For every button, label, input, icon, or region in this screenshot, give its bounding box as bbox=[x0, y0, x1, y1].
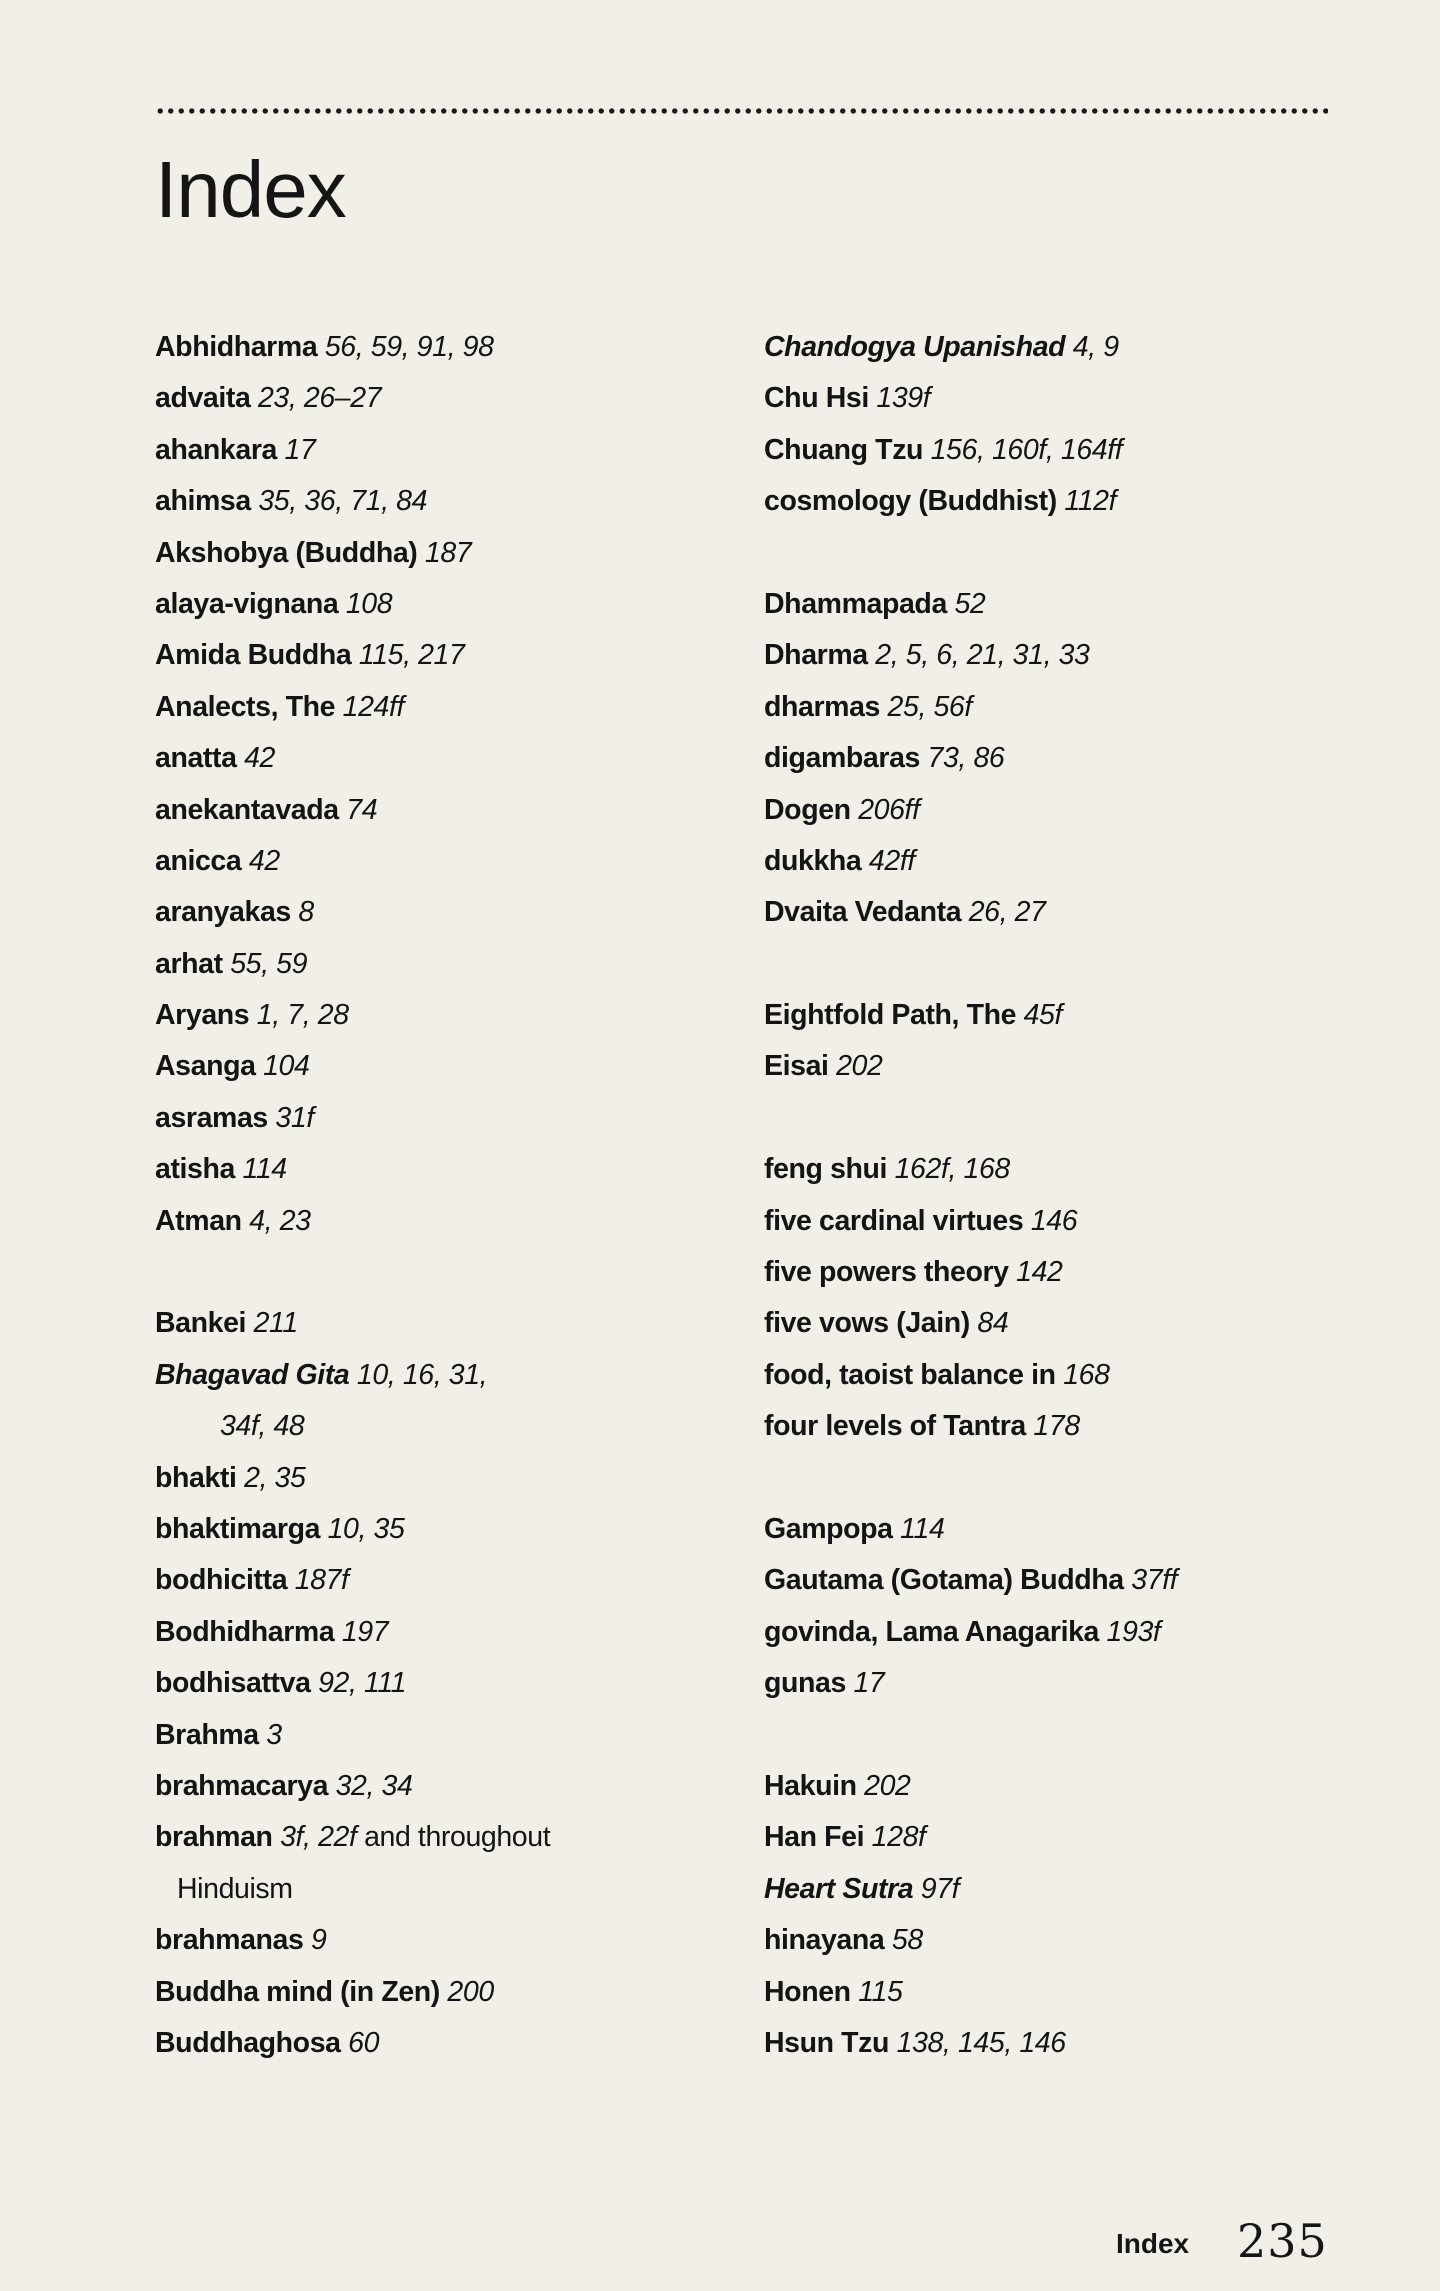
index-entry bbox=[764, 1555, 1354, 1606]
entry-refs: 104 bbox=[263, 1050, 310, 1083]
entry-term: anatta bbox=[155, 742, 237, 775]
entry-refs: 84 bbox=[977, 1307, 1009, 1340]
entry-term: Abhidharma bbox=[155, 331, 318, 363]
index-entry bbox=[764, 1144, 1354, 1195]
entry-note-continued: Hinduism bbox=[177, 1872, 293, 1905]
entry-term: aranyakas bbox=[155, 896, 291, 929]
index-entry bbox=[764, 1812, 1354, 1863]
index-entry bbox=[155, 476, 745, 527]
entry-term: ahankara bbox=[155, 433, 277, 466]
entry-term: Honen bbox=[764, 1975, 851, 2008]
entry-refs: 162f, 168 bbox=[894, 1153, 1010, 1186]
index-entry bbox=[764, 373, 1354, 424]
index-entry bbox=[155, 322, 745, 373]
entry-term: Analects, The bbox=[155, 690, 336, 723]
entry-refs: 74 bbox=[346, 793, 378, 826]
index-entry bbox=[764, 1196, 1354, 1247]
entry-refs: 9 bbox=[311, 1924, 327, 1957]
entry-term: Atman bbox=[155, 1204, 242, 1237]
index-entry bbox=[155, 1915, 745, 1966]
entry-term: Bodhidharma bbox=[155, 1615, 335, 1648]
entry-refs: 178 bbox=[1033, 1410, 1080, 1443]
page-number: 235 bbox=[1237, 2214, 1328, 2268]
section-gap bbox=[764, 528, 1354, 579]
entry-refs: 10, 35 bbox=[327, 1513, 405, 1545]
entry-term: govinda, Lama Anagarika bbox=[764, 1615, 1100, 1648]
entry-term: bhakti bbox=[155, 1461, 237, 1494]
entry-refs: 108 bbox=[345, 587, 393, 620]
index-entry bbox=[155, 1504, 745, 1555]
entry-term: digambaras bbox=[764, 742, 920, 775]
index-entry bbox=[155, 990, 745, 1041]
index-entry bbox=[155, 373, 745, 424]
entry-term: advaita bbox=[155, 382, 251, 415]
index-entry bbox=[764, 476, 1354, 527]
entry-refs: 8 bbox=[298, 896, 314, 929]
index-entry bbox=[764, 1967, 1354, 2018]
entry-term: Amida Buddha bbox=[155, 639, 352, 672]
entry-refs: 197 bbox=[341, 1615, 389, 1648]
index-entry bbox=[764, 1607, 1354, 1658]
entry-term: Buddha mind (in Zen) bbox=[155, 1975, 440, 2008]
entry-refs: 42ff bbox=[868, 844, 915, 877]
entry-term: Eightfold Path, The bbox=[764, 999, 1017, 1032]
section-gap bbox=[764, 1710, 1354, 1761]
index-entry bbox=[155, 2018, 745, 2069]
index-entry bbox=[764, 682, 1354, 733]
index-column-right bbox=[764, 322, 1354, 2069]
index-entry bbox=[155, 579, 745, 630]
index-entry bbox=[764, 322, 1354, 373]
entry-refs: 56, 59, 91, 98 bbox=[324, 331, 494, 363]
index-entry bbox=[764, 2018, 1354, 2069]
entry-refs: 114 bbox=[900, 1512, 945, 1545]
entry-term: Chu Hsi bbox=[764, 382, 869, 415]
index-entry bbox=[155, 887, 745, 938]
entry-refs: 193f bbox=[1106, 1615, 1161, 1648]
entry-refs: 206ff bbox=[858, 793, 920, 826]
index-entry bbox=[155, 425, 745, 476]
entry-refs: 200 bbox=[447, 1975, 494, 2008]
index-entry bbox=[764, 733, 1354, 784]
entry-refs: 202 bbox=[864, 1769, 911, 1802]
index-entry bbox=[155, 1761, 745, 1812]
index-entry bbox=[155, 1967, 745, 2018]
entry-term: Aryans bbox=[155, 999, 250, 1032]
entry-refs: 3f, 22f bbox=[280, 1821, 357, 1854]
index-entry bbox=[764, 1658, 1354, 1709]
index-entry bbox=[155, 1350, 745, 1453]
entry-refs: 168 bbox=[1063, 1358, 1110, 1391]
entry-refs: 156, 160f, 164ff bbox=[930, 433, 1123, 466]
entry-refs: 26, 27 bbox=[968, 896, 1046, 929]
entry-term: Bhagavad Gita bbox=[155, 1358, 350, 1391]
index-entry bbox=[155, 1812, 745, 1915]
index-entry bbox=[155, 939, 745, 990]
index-entry bbox=[155, 1144, 745, 1195]
entry-refs: 1, 7, 28 bbox=[256, 999, 349, 1032]
index-entry bbox=[155, 1298, 745, 1349]
entry-refs: 2, 5, 6, 21, 31, 33 bbox=[875, 639, 1090, 672]
entry-refs: 124ff bbox=[342, 690, 405, 723]
entry-refs: 58 bbox=[891, 1924, 923, 1957]
index-entry bbox=[155, 1555, 745, 1606]
entry-term: Bankei bbox=[155, 1307, 247, 1340]
index-entry bbox=[764, 1298, 1354, 1349]
entry-term: Chandogya Upanishad bbox=[764, 331, 1066, 363]
entry-refs: 146 bbox=[1030, 1204, 1078, 1237]
entry-refs: 139f bbox=[876, 382, 931, 415]
entry-refs: 112f bbox=[1064, 485, 1117, 518]
index-entry bbox=[155, 785, 745, 836]
entry-term: Dhammapada bbox=[764, 587, 947, 620]
entry-refs: 115, 217 bbox=[358, 639, 465, 672]
index-entry bbox=[764, 990, 1354, 1041]
entry-refs: 4, 9 bbox=[1072, 331, 1119, 363]
entry-refs: 73, 86 bbox=[927, 742, 1005, 775]
entry-term: ahimsa bbox=[155, 485, 251, 518]
entry-term: anicca bbox=[155, 844, 242, 877]
entry-refs: 138, 145, 146 bbox=[896, 2026, 1066, 2059]
entry-refs: 23, 26–27 bbox=[257, 382, 382, 415]
entry-refs: 25, 56f bbox=[887, 690, 972, 723]
index-entry bbox=[155, 630, 745, 681]
entry-refs: 31f bbox=[275, 1101, 314, 1134]
entry-refs: 92, 111 bbox=[318, 1667, 407, 1700]
entry-refs: 32, 34 bbox=[335, 1769, 413, 1802]
entry-term: Han Fei bbox=[764, 1821, 865, 1854]
entry-term: five cardinal virtues bbox=[764, 1204, 1024, 1237]
entry-refs: 35, 36, 71, 84 bbox=[258, 485, 428, 518]
entry-term: Brahma bbox=[155, 1718, 259, 1751]
entry-refs: 4, 23 bbox=[249, 1204, 311, 1237]
index-entry bbox=[155, 1607, 745, 1658]
entry-term: Heart Sutra bbox=[764, 1872, 914, 1905]
entry-refs: 3 bbox=[266, 1718, 282, 1751]
index-entry bbox=[764, 1401, 1354, 1452]
index-entry bbox=[764, 785, 1354, 836]
entry-refs-continued: 34f, 48 bbox=[220, 1410, 305, 1443]
entry-term: bodhisattva bbox=[155, 1667, 311, 1700]
index-entry bbox=[764, 579, 1354, 630]
index-entry bbox=[155, 1658, 745, 1709]
index-entry bbox=[155, 528, 745, 579]
entry-refs: 115 bbox=[858, 1975, 903, 2008]
entry-refs: 202 bbox=[836, 1050, 883, 1083]
index-entry bbox=[155, 1196, 745, 1247]
entry-term: Eisai bbox=[764, 1050, 829, 1083]
entry-refs: 42 bbox=[244, 742, 275, 775]
entry-refs: 37ff bbox=[1131, 1564, 1178, 1597]
entry-term: Buddhaghosa bbox=[155, 2026, 341, 2059]
index-entry bbox=[155, 1710, 745, 1761]
entry-refs: 17 bbox=[853, 1667, 885, 1700]
section-gap bbox=[764, 1453, 1354, 1504]
index-entry bbox=[764, 1504, 1354, 1555]
entry-refs: 45f bbox=[1023, 999, 1062, 1032]
entry-term: Asanga bbox=[155, 1050, 256, 1083]
entry-term: Dogen bbox=[764, 793, 851, 826]
entry-term: bhaktimarga bbox=[155, 1513, 321, 1545]
entry-term: hinayana bbox=[764, 1924, 885, 1957]
entry-refs: 187f bbox=[294, 1564, 349, 1597]
entry-term: Gautama (Gotama) Buddha bbox=[764, 1564, 1124, 1597]
entry-term: Dharma bbox=[764, 639, 868, 672]
entry-term: five powers theory bbox=[764, 1256, 1009, 1289]
entry-refs: 114 bbox=[242, 1153, 287, 1186]
index-entry bbox=[764, 1247, 1354, 1298]
entry-term: dukkha bbox=[764, 844, 862, 877]
entry-refs: 42 bbox=[248, 844, 280, 877]
index-entry bbox=[155, 733, 745, 784]
entry-refs: 211 bbox=[253, 1307, 298, 1340]
index-entry bbox=[764, 1761, 1354, 1812]
index-entry bbox=[764, 887, 1354, 938]
entry-refs: 60 bbox=[348, 2026, 380, 2059]
entry-term: Hakuin bbox=[764, 1769, 857, 1802]
entry-term: bodhicitta bbox=[155, 1564, 288, 1597]
entry-term: brahman bbox=[155, 1821, 273, 1854]
entry-refs: 2, 35 bbox=[244, 1461, 306, 1494]
entry-term: anekantavada bbox=[155, 793, 339, 826]
index-entry bbox=[155, 682, 745, 733]
entry-term: feng shui bbox=[764, 1153, 888, 1186]
section-gap bbox=[155, 1247, 745, 1298]
index-entry bbox=[764, 1350, 1354, 1401]
entry-term: Gampopa bbox=[764, 1512, 893, 1545]
entry-term: arhat bbox=[155, 947, 223, 980]
entry-term: alaya-vignana bbox=[155, 587, 339, 620]
entry-term: gunas bbox=[764, 1667, 846, 1700]
index-entry bbox=[155, 836, 745, 887]
entry-term: Akshobya (Buddha) bbox=[155, 536, 418, 569]
section-gap bbox=[764, 939, 1354, 990]
index-entry bbox=[764, 630, 1354, 681]
section-gap bbox=[764, 1093, 1354, 1144]
entry-term: cosmology (Buddhist) bbox=[764, 485, 1057, 518]
dotted-rule bbox=[155, 107, 1328, 115]
entry-term: brahmacarya bbox=[155, 1769, 329, 1802]
entry-refs: 17 bbox=[284, 433, 316, 466]
entry-term: brahmanas bbox=[155, 1924, 304, 1957]
index-column-left bbox=[155, 322, 745, 2069]
entry-refs: 10, 16, 31, bbox=[356, 1358, 488, 1391]
entry-term: Chuang Tzu bbox=[764, 433, 924, 466]
entry-term: Dvaita Vedanta bbox=[764, 896, 962, 929]
entry-refs: 97f bbox=[920, 1872, 960, 1905]
index-entry bbox=[764, 425, 1354, 476]
entry-term: food, taoist balance in bbox=[764, 1358, 1056, 1391]
index-entry bbox=[155, 1041, 745, 1092]
page-title: Index bbox=[155, 145, 346, 234]
entry-term: five vows (Jain) bbox=[764, 1307, 970, 1340]
entry-term: dharmas bbox=[764, 690, 881, 723]
index-entry bbox=[764, 1915, 1354, 1966]
entry-term: four levels of Tantra bbox=[764, 1410, 1026, 1443]
entry-refs: 142 bbox=[1016, 1256, 1063, 1289]
index-entry bbox=[155, 1093, 745, 1144]
entry-term: asramas bbox=[155, 1101, 268, 1134]
entry-refs: 55, 59 bbox=[230, 947, 308, 980]
entry-note: and throughout bbox=[364, 1821, 551, 1854]
index-entry bbox=[155, 1453, 745, 1504]
index-entry bbox=[764, 1041, 1354, 1092]
index-entry bbox=[764, 836, 1354, 887]
index-entry bbox=[764, 1864, 1354, 1915]
entry-term: atisha bbox=[155, 1153, 235, 1186]
running-footer-label: Index bbox=[1116, 2228, 1190, 2259]
entry-refs: 128f bbox=[871, 1821, 926, 1854]
entry-refs: 52 bbox=[954, 587, 986, 620]
entry-term: Hsun Tzu bbox=[764, 2026, 890, 2059]
entry-refs: 187 bbox=[424, 536, 472, 569]
